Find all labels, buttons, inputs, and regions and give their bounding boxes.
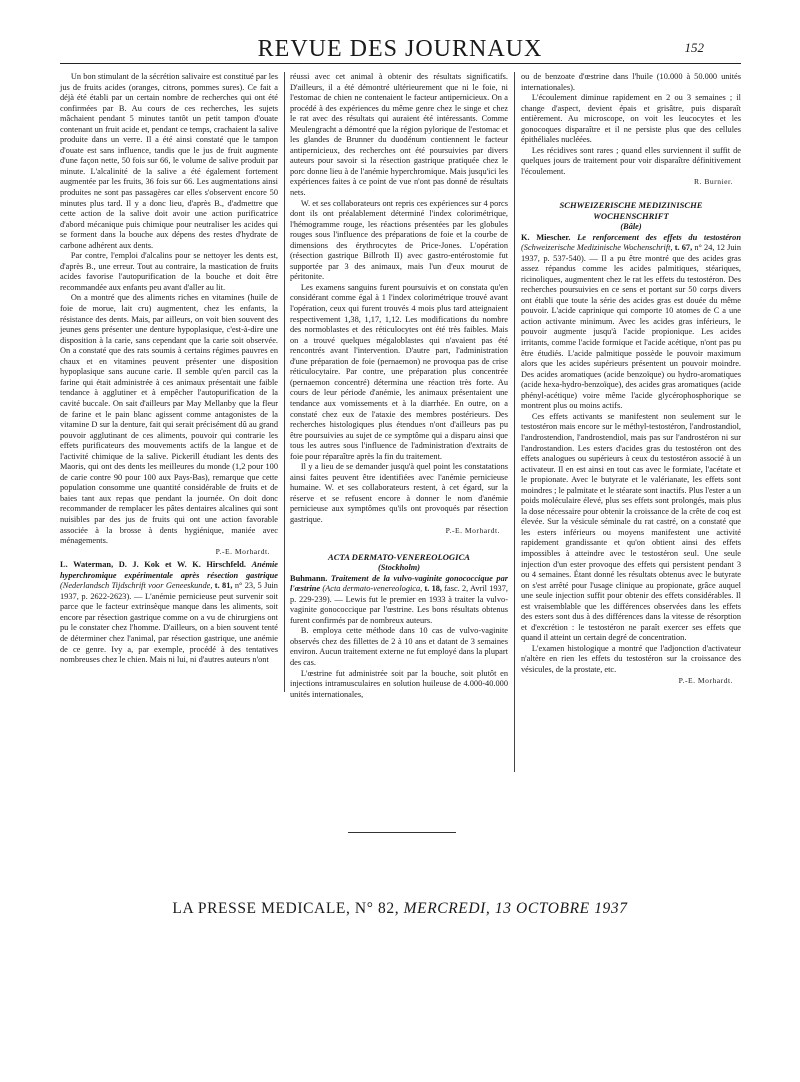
paragraph: ou de benzoate d'œstrine dans l'huile (10.000 à 50.000 unités internationales). [521, 72, 741, 92]
section-place: (Bâle) [620, 222, 642, 232]
entry-reference: fasc. 2, Avril 1937, p. 229-239). [290, 584, 508, 604]
review-entry [60, 560, 278, 665]
column-3 [521, 72, 741, 686]
paragraph: Par contre, l'emploi d'alcalins pour se nettoyer les dents est, d'après B., une erreur. Tout au contraire, la mastication de fruits acides favorise l'autopurification de la bouche et doit être recommandée aux enfants peu avant d'aller au lit. [60, 251, 278, 292]
column-2 [290, 72, 508, 700]
paragraph: L'examen histologique a montré que l'adjonction d'activateur n'altère en rien les effets du testostéron sur la croissance des vésicules, de la prostate, etc. [521, 643, 741, 674]
section-place: (Stockholm) [378, 563, 420, 573]
review-entry [521, 233, 741, 412]
entry-volume: t. 81, [214, 581, 233, 591]
entry-source: (Acta dermato-venereologica, [322, 584, 423, 594]
entry-text: — L'anémie pernicieuse peut survenir soit parce que le facteur extrinsèque manque dans les aliments, soit encore par résection gastrique comme on a vu de chirurgiens ont pu le constater chez l'homme. D'ailleurs, on a bien souvent tenté de déterminer chez l'animal, par résection gastrique, une anémie de ce genre. Ivy a, par exemple, procédé à des tentatives nombreuses chez le chien. Mais ni lui, ni d'autres auteurs n'ont [60, 591, 278, 665]
entry-source: (Nederlandsch Tijdschrift voor Geneeskunde, [60, 581, 213, 591]
paragraph: W. et ses collaborateurs ont repris ces expériences sur 4 porcs dont ils ont préalablement déterminé l'index colorimétrique, l'hémogramme rouge, les réactions présentées par les globules rouges sous l'influence des préparations de foie et la courbe de dimensions des érythrocytes de Price-Jones. L'opération (résection gastrique Billroth II) avec gastro-entérostomie fut supportée par 3 des animaux, mais l'un d'eux mourut de péritonite. [290, 198, 508, 282]
entry-text: — Lewis fut le premier en 1933 à traiter la vulvo-vaginite gonococcique par l'œstrine. Les bons résultats obtenus furent confirmés par de nombreux auteurs. [290, 594, 508, 625]
signature: P.-E. Morhardt. [215, 546, 270, 556]
bottom-rule [348, 832, 456, 833]
entry-source: (Schweizerische Medizinische Wochenschrift, [521, 243, 673, 253]
entry-volume: t. 18, [424, 584, 443, 594]
page-number: 152 [684, 40, 704, 55]
entry-authors: K. Miescher. [521, 232, 571, 242]
entry-authors: Buhmann. [290, 573, 328, 583]
section-heading: ACTA DERMATO-VENEREOLOGICA [328, 552, 470, 563]
column-divider [514, 72, 515, 772]
footer-journal: LA PRESSE MEDICALE, [172, 900, 351, 917]
paragraph: Ces effets activants se manifestent non seulement sur le testostéron mais encore sur le méthyl-testostéron, l'androstandiol, l'androstendion, l'androstendiol, mais pas sur l'androstéron ni sur l'androstandion. Les esters d'acides gras du testostéron ont des effets analogues ou supérieurs à ceux du testostéron associé à un activateur. Il en est ainsi en tout cas avec le formiate, l'acétate et le propionate. Avec le butyrate et le valérianate, les effets sont moindres ; le palmitate et le stéarate sont inactifs. Plus l'ester a un poids moléculaire élevé, plus ses effets sont prolongés, mais plus la dose nécessaire pour obtenir la croissance de la crête de coq est élevée. Sur la vésicule séminale du rat castré, on a constaté que les esters inférieurs ou moyens manifestent une activité rapidement grandissante et qu'on obtient ainsi des effets impossibles à atteindre avec le testostéron seul. Une seule injection d'un ester provoque des effets qui persistent pendant 3 ou 4 semaines. Étant donné les résultats obtenus avec le butyrate on s'est arrêté pour l'usage clinique au propionate, grâce auquel une seule injection suffit pour obtenir des effets considérables. Il est vraisemblable que les différences observées dans les effets des esters sont dus à des différences dans la vitesse de résorption et d'excrétion : le testostéron ne paraît exercer ses effets que quand il atteint un certain degré de concentration. [521, 411, 741, 643]
signature: R. Burnier. [693, 177, 733, 187]
entry-reference: n° 24, 12 Juin 1937, p. 537-540). [521, 243, 741, 263]
signature: P.-E. Morhardt. [445, 525, 500, 535]
paragraph: Il y a lieu de se demander jusqu'à quel point les constatations ainsi faites peuvent être identifiées avec l'anémie pernicieuse humaine. W. et ses collaborateurs restent, à cet égard, sur la réserve et se refusent encore à donner le nom d'anémie pernicieuse aux symptômes qu'ils ont provoqués par résection gastrique. [290, 462, 508, 524]
entry-title: Le renforcement des effets du testostéron [577, 232, 741, 242]
review-entry [290, 574, 508, 627]
paragraph: B. employa cette méthode dans 10 cas de vulvo-vaginite observés chez des fillettes de 2 à 10 ans et datant de 3 semaines environ. Aucun traitement externe ne fut employé dans la plupart des cas. [290, 626, 508, 667]
entry-volume: t. 67, [674, 243, 693, 253]
entry-title: Traitement de la vulvo-vaginite gonococcique par l'œstrine [290, 573, 508, 594]
section-heading: SCHWEIZERISCHE MEDIZINISCHE [559, 200, 703, 211]
paragraph: Les récidives sont rares ; quand elles surviennent il suffit de quelques jours de traitement pour voir disparaître définitivement l'écoulement. [521, 145, 741, 176]
entry-authors: L. Waterman, D. J. Kok et W. K. Hirschfeld. [60, 560, 246, 570]
entry-text: — Il a pu être montré que des acides gras assez répandus comme les acides palmitiques, stéariques, ricinoliques, augmentent chez le rat les effets du testostéron. Des recherches poursuivies en ce sens et portant sur 50 corps divers ont établi que toute la série des acides gras est douée du même pouvoir. L'acide caprinique qui comporte 10 atomes de C a une action activante minimum. Avec les acides gras inférieurs, le pouvoir augmente jusqu'à l'acide propionique. Les acides irritants, comme l'acide formique et l'acide acétique, n'ont pas pu être étudiés. L'acide palmitique possède le pouvoir maximum alors que les acides supérieurs présentent un pouvoir moindre. Des acides aromatiques (acide benzoïque) ou hydro-aromatiques (acide hexa-hydro-benzoïque), des acides gras aromatiques (acide phényl-acétique) voire même l'acide glycérophosphorique se montrent plus ou moins actifs. [521, 253, 741, 411]
paragraph: On a montré que des aliments riches en vitamines (huile de foie de morue, lait cru) augmentent, chez les enfants, la résistance des dents. Mais, par ailleurs, on voit bien souvent des jeunes gens présenter une denture hypoplasique, c'est-à-dire une disposition à la carie, sans cependant que la carie soit observée. On a constaté que des rats soumis à certains régimes pauvres en chaux et en vitamines peuvent présenter une disposition hypoplasique sans aucune carie. Il semble qu'en parcil cas la farine qui était administrée à ces animaux présentait une faible tendance à agglutiner et à empêcher l'autopurification de la cavité buccale. On sait d'ailleurs par May Mellanby que la fleur de farine et le pain blanc agissent comme antagonistes de la vitamine D sur la denture, fait qui serait précisément dû au grand pouvoir agglutinant de ces aliments, pouvoir qui contrarie les effets purificateurs des mouvements actifs de la langue et de l'activité chimique de la salive. Pickerill étudiant les dents des Maoris, qui ont des dents les meilleures du monde (1,2 pour 100 de carie contre 90 pour 100 aux Pays-Bas), remarque que cette population consomme une quantité considérable de fruits et de baies tant aux repas que pendant la journée. On doit donc recommander de remplacer les pâtes dentaires alcalines qui sont nuisibles par des jus de fruits qui ont une action favorable associée à la brosse à dents hygiénique, maniée avec ménagements. [60, 293, 278, 546]
footer-date: MERCREDI, 13 OCTOBRE 1937 [403, 900, 628, 917]
paragraph: L'œstrine fut administrée soit par la bouche, soit plutôt en injections intramusculaires en solution huileuse de 4.000-40.000 unités internationales, [290, 668, 508, 699]
signature: P.-E. Morhardt. [678, 675, 733, 685]
paragraph: réussi avec cet animal à obtenir des résultats significatifs. D'ailleurs, il a été démontré ultérieurement que ni le foie, ni l'estomac de chien ne contenaient le facteur antipernicieux. On a procédé à des expériences du même genre chez le singe et chez le rat avec des résultats qui auraient été intéressants. Comme Meulengracht a démontré que la région pylorique de l'estomac et les glandes de Brunner du duodénum contiennent le facteur antipernicieux, des recherches ont été poursuivies par divers auteurs pour savoir si la résection gastrique pratiquée chez le porc donne lieu à de l'anémie hyperchromique. Mais jusqu'ici les expériences faites à ce point de vue n'ont pas donné de résultats nets. [290, 72, 508, 198]
page-header-title: REVUE DES JOURNAUX [257, 36, 543, 62]
paragraph: Les examens sanguins furent poursuivis et on constata qu'en considérant comme égal à 1 l'index colorimétrique trouvé avant l'opération, ceux qui furent trouvés 4 mois plus tard atteignaient respectivement 1,38, 1,17, 1,12. Les modifications du nombre des normoblastes et des réticulocytes ont été très faibles. Mais on a trouvé quelques mégaloblastes qui n'avaient pas été rencontrés avant l'intervention. D'autre part, l'administration d'une préparation de foie (pernaemon) ne provoqua pas de crise réticulocytaire. Par contre, une préparation plus concentrée (pernaemon concentré) détermina une réaction très forte. Au cours de leur période d'anémie, les animaux présentaient une tendance aux vomissements et à la diarrhée. En outre, on a constaté chez eux de l'ataxie des membres postérieurs. Des recherches histologiques plus étendues n'ont d'ailleurs pas pu être poursuivies au sujet de ce symptôme qui a disparu ainsi que tous les autres sous l'influence de l'administration d'extraits de foie pour réparaître après la fin du traitement. [290, 282, 508, 461]
column-1 [60, 72, 278, 666]
entry-title: Anémie hyperchromique expérimentale après résection gastrique [60, 560, 278, 580]
entry-reference: n° 23, 5 Juin 1937, p. 2622-2623). [60, 581, 278, 601]
paragraph: L'écoulement diminue rapidement en 2 ou 3 semaines ; il change d'aspect, devient épais et grisâtre, puis disparaît entièrement. Au microscope, on voit les leucocytes et les gonocoques disparaître et il ne persiste plus que des cellules épithéliales nucléées. [521, 93, 741, 145]
section-heading: WOCHENSCHRIFT [593, 211, 669, 222]
column-divider [284, 72, 285, 692]
page-footer [0, 900, 800, 918]
paragraph: Un bon stimulant de la sécrétion salivaire est constitué par les jus de fruits acides (oranges, citrons, pommes sures). Ce fait a déjà été établi par un certain nombre de recherches qui ont été confirmées par B. Au cours de ces recherches, les sujets mâchaient pendant 5 minutes tantôt un petit tampon d'ouate contenant un fruit acide et, pendant ce temps, crachaient la salive produite dans un verre. Il a été ainsi constaté que le tampon d'ouate est sans influence, tandis que le jus de fruit augmente d'une façon nette, 50 fois sur 66, le volume de salive produit par minute. L'alcalinité de la salive a été également fortement augmentée par les fruits, 36 fois sur 66. Les augmentations ainsi produites ne sont pas passagères car elles s'observent encore 50 minutes plus tard. Il y a donc lieu, d'après B., d'admettre que cette action de la salive doit avoir une action purificatrice d'abord mécanique puis chimique pour neutraliser les acides qui se forment dans la bouche aux dépens des restes d'hydrate de carbone adhérent aux dents. [60, 72, 278, 250]
footer-issue: N° 82, [354, 900, 400, 917]
header-rule [60, 63, 741, 64]
